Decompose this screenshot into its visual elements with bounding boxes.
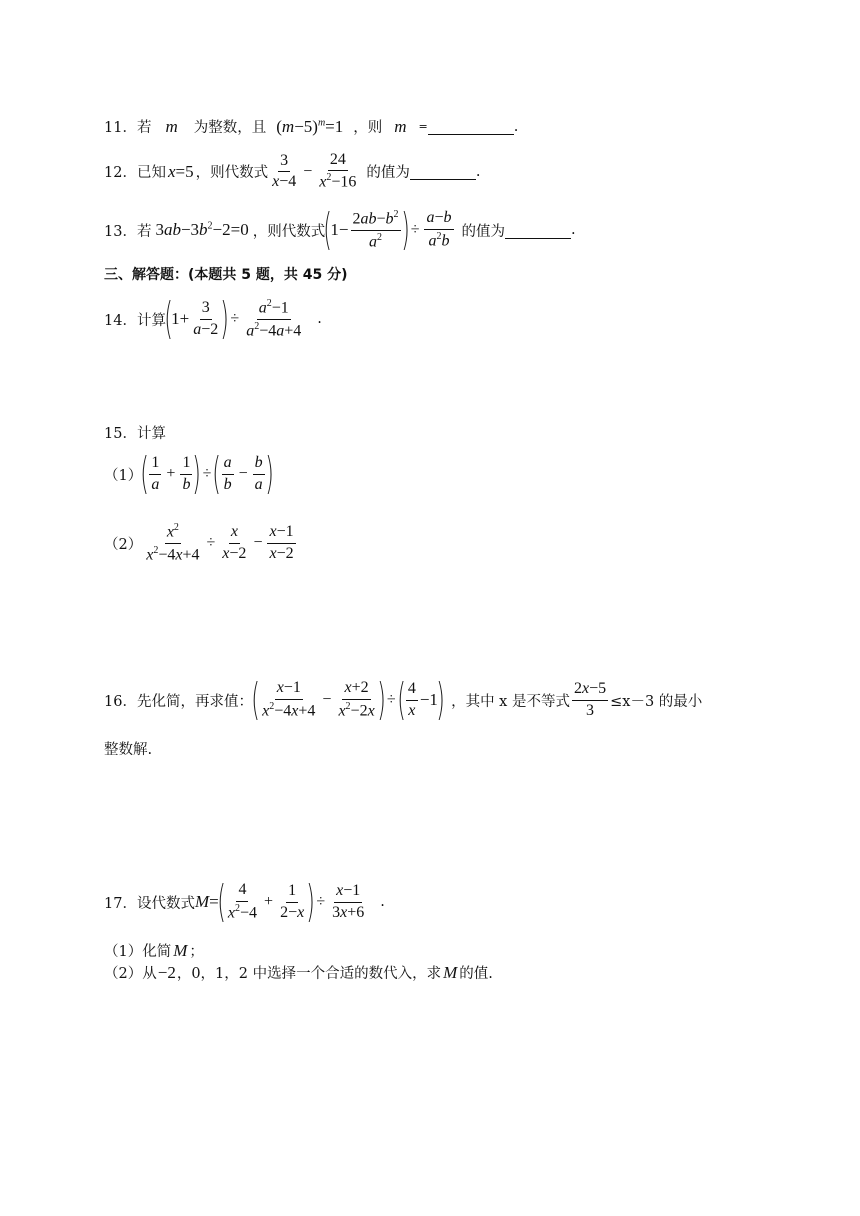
math-expression: −2 bbox=[157, 962, 176, 982]
part-label: （2） bbox=[104, 536, 143, 553]
right-paren: ) bbox=[376, 674, 386, 725]
divide-sign: ÷ bbox=[386, 691, 396, 708]
fraction: $\frac{3}{x-4}$ bbox=[272, 151, 297, 191]
question-15-part-1 bbox=[104, 448, 274, 499]
question-text: 整数解. bbox=[104, 742, 153, 758]
period: . bbox=[380, 894, 385, 910]
question-number: 14． bbox=[104, 312, 137, 329]
math-variable-M: M bbox=[443, 962, 458, 982]
left-paren: ( bbox=[217, 876, 226, 927]
math-expression: $(m-5)^m=1$ bbox=[276, 116, 344, 136]
question-17-part-1 bbox=[104, 940, 204, 961]
question-text: 先化简，再求值： bbox=[136, 693, 253, 710]
question-text: 计算 bbox=[136, 312, 166, 329]
period: . bbox=[317, 311, 322, 327]
right-paren: ) bbox=[264, 448, 274, 499]
question-text: ≤x－3 的最小 bbox=[610, 693, 703, 710]
question-text: ，则代数式 bbox=[195, 165, 269, 182]
math-expression: $3ab-3b^2-2=0$ bbox=[155, 220, 249, 239]
part-label: （1）化简 bbox=[104, 944, 172, 960]
question-text: 若 bbox=[136, 120, 152, 136]
fraction: $\frac{2x-5}{3}$ bbox=[573, 680, 607, 719]
fraction: $\frac{4}{x^2-4}$ bbox=[227, 881, 258, 922]
question-text: 若 bbox=[136, 223, 152, 240]
minus-sign: − bbox=[238, 465, 248, 482]
fraction: $\frac{a^2-1}{a^2-4a+4}$ bbox=[246, 297, 302, 339]
divide-sign: ÷ bbox=[202, 465, 212, 482]
question-text: 的值. bbox=[459, 966, 493, 982]
fraction: $\frac{1}{2-x}$ bbox=[280, 882, 305, 921]
divide-sign: ÷ bbox=[316, 893, 326, 910]
math-expression: 1+ bbox=[171, 309, 190, 328]
right-paren: ) bbox=[220, 293, 230, 344]
fraction: $\frac{1}{a}$ bbox=[151, 454, 160, 493]
left-paren: ( bbox=[212, 448, 222, 499]
question-text: 为整数，且 bbox=[193, 120, 267, 136]
math-expression: M= bbox=[194, 892, 219, 911]
fraction: $\frac{x-1}{x^2-4x+4}$ bbox=[262, 679, 316, 720]
math-expression: −1 bbox=[419, 690, 438, 709]
question-number: 16． bbox=[104, 693, 137, 710]
minus-sign: − bbox=[322, 691, 332, 708]
question-text: 设代数式 bbox=[136, 895, 195, 912]
left-paren: ( bbox=[140, 448, 150, 499]
question-text: 计算 bbox=[136, 426, 166, 442]
period: . bbox=[571, 222, 576, 238]
fraction: $\frac{x+2}{x^2-2x}$ bbox=[338, 679, 375, 720]
question-number: 11． bbox=[104, 120, 137, 136]
right-paren: ) bbox=[436, 674, 445, 725]
question-number: 17． bbox=[104, 895, 137, 912]
equals-sign: = bbox=[418, 120, 428, 133]
question-number: 15． bbox=[104, 426, 137, 442]
question-text: 的值为 bbox=[461, 223, 506, 240]
question-17-part-2 bbox=[104, 962, 493, 983]
minus-sign: − bbox=[253, 534, 263, 552]
minus-sign: − bbox=[303, 162, 313, 180]
question-16-continued bbox=[104, 738, 152, 759]
fraction: $\frac{4}{x}$ bbox=[407, 680, 416, 719]
question-15 bbox=[104, 422, 166, 443]
left-paren: ( bbox=[323, 204, 333, 255]
question-number: 12． bbox=[104, 165, 137, 182]
fraction: $\frac{x^2}{x^2-4x+4}$ bbox=[146, 522, 200, 564]
right-paren: ) bbox=[400, 204, 410, 255]
question-14 bbox=[104, 293, 322, 344]
plus-sign: + bbox=[166, 465, 176, 482]
part-label: （1） bbox=[104, 467, 143, 484]
right-paren: ) bbox=[306, 876, 316, 927]
question-16 bbox=[104, 674, 703, 725]
question-17 bbox=[104, 876, 385, 927]
fraction: $\frac{24}{x^2-16}$ bbox=[319, 151, 357, 191]
question-text: ，0，1，2 中选择一个合适的数代入，求 bbox=[176, 966, 442, 982]
question-15-part-2 bbox=[104, 522, 298, 564]
fraction: $\frac{a}{b}$ bbox=[223, 454, 232, 493]
fraction: $\frac{x-1}{x-2}$ bbox=[269, 523, 294, 562]
fraction: $\frac{1}{b}$ bbox=[182, 454, 191, 493]
fraction: $\frac{a-b}{a^2b}$ bbox=[426, 209, 452, 250]
fraction: $\frac{2ab-b^2}{a^2}$ bbox=[352, 208, 399, 250]
question-text: 已知 bbox=[136, 165, 166, 182]
math-variable-m: m bbox=[394, 116, 407, 136]
divide-sign: ÷ bbox=[230, 310, 240, 327]
answer-blank bbox=[428, 118, 514, 135]
question-text: 的值为 bbox=[366, 165, 410, 182]
section-heading: 三、解答题：(本题共 5 题，共 45 分) bbox=[104, 267, 348, 283]
period: . bbox=[475, 163, 481, 180]
question-13 bbox=[104, 204, 576, 255]
math-expression: 1− bbox=[330, 220, 349, 239]
question-text: ，则代数式 bbox=[252, 223, 326, 240]
math-variable-m: m bbox=[165, 116, 178, 136]
question-text: ； bbox=[189, 944, 204, 960]
plus-sign: + bbox=[264, 893, 274, 910]
right-paren: ) bbox=[192, 448, 202, 499]
fraction: $\frac{x-1}{3x+6}$ bbox=[332, 882, 365, 921]
fraction: $\frac{x}{x-2}$ bbox=[222, 523, 247, 562]
fraction: $\frac{b}{a}$ bbox=[254, 454, 263, 493]
period: . bbox=[513, 118, 519, 135]
question-12 bbox=[104, 151, 481, 192]
question-11 bbox=[104, 116, 518, 137]
part-label: （2）从 bbox=[104, 966, 157, 982]
answer-blank bbox=[410, 163, 476, 180]
fraction: $\frac{3}{a-2}$ bbox=[193, 299, 219, 338]
answer-blank bbox=[505, 222, 571, 239]
left-paren: ( bbox=[164, 293, 173, 344]
math-expression: x=5 bbox=[167, 161, 194, 181]
left-paren: ( bbox=[251, 674, 260, 725]
divide-sign: ÷ bbox=[410, 221, 420, 238]
question-text: ，其中 x 是不等式 bbox=[451, 693, 570, 710]
question-number: 13． bbox=[104, 223, 137, 240]
math-variable-M: M bbox=[173, 940, 188, 960]
question-text: ，则 bbox=[353, 120, 383, 136]
divide-sign: ÷ bbox=[206, 534, 216, 552]
left-paren: ( bbox=[396, 674, 406, 725]
